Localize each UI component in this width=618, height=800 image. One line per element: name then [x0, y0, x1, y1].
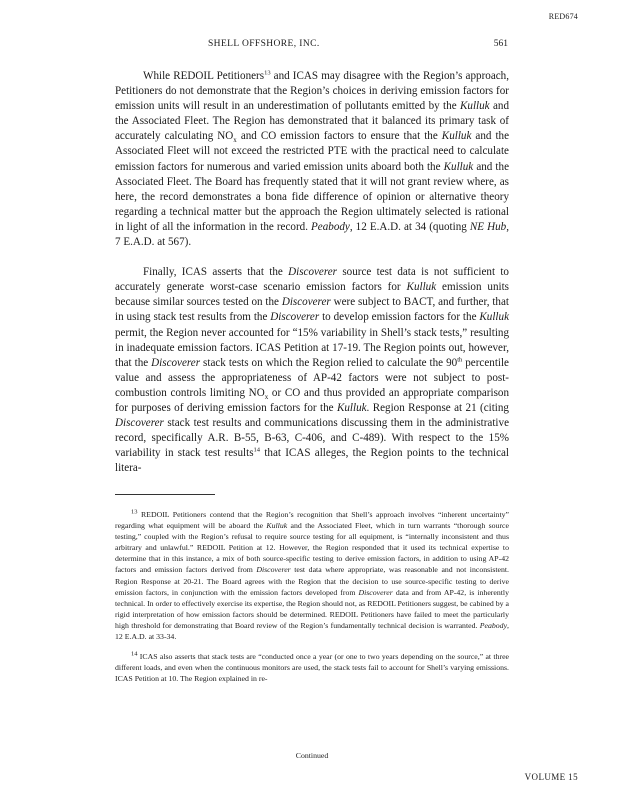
footnote-divider	[115, 494, 215, 495]
continued-label: Continued	[295, 751, 329, 760]
body-paragraph-2: Finally, ICAS asserts that the Discoverer source test data is not sufficient to accurately generate worst-case scenario emission factors for Kulluk emission units because similar sources tested on the Discoverer were subject to BACT, and further, that in using stack test results from the Discoverer to develop emission factors for the Kulluk permit, the Region never accounted for “15% variability in Shell’s stack tests,” resulting in inadequate emission factors. ICAS Petition at 17-19. The Region points out, however, that the Discoverer stack tests on which the Region relied to calculate the 90th percentile value and assess the appropriateness of AP-42 factors were not subject to post-combustion controls limiting $NO_x$ or CO and thus provided an appropriate comparison for purposes of deriving emission factors for the Kulluk. Region Response at 21 (citing Discoverer stack test results and communications discussing them in the administrative record, specifically A.R. B-55, B-63, C-406, and C-489). With respect to the 15% variability in stack test results$^{14}$ that ICAS alleges, the Region points to the technical litera-	[115, 266, 510, 475]
footnotes	[115, 509, 509, 684]
body-paragraph-1: While REDOIL Petitioners$^{13}$ and ICAS may disagree with the Region’s approach, Petitioners do not demonstrate that the Region’s choices in deriving emission factors for emission units will result in an underestimation of pollutants emitted by the Kulluk and the Associated Fleet. The Region has demonstrated that it balanced its primary task of accurately calculating $NO_x$ and CO emission factors to ensure that the Kulluk and the Associated Fleet will not exceed the restricted PTE with the practical need to calculate emission factors for numerous and varied emission units aboard both the Kulluk and the Associated Fleet. The Board has frequently stated that it will not grant review where, as here, the record demonstrates a bona fide difference of opinion or alternative theory regarding a technical matter but the approach the Region ultimately selected is rational in light of all the information in the record. Peabody, 12 E.A.D. at 34 (quoting NE Hub, 7 E.A.D. at 567).	[115, 69, 509, 249]
footnote-13: $^{13}$ REDOIL Petitioners contend that the Region’s recognition that Shell’s approach involves “inherent uncertainty” regarding what equipment will be aboard the Kulluk and the Associated Fleet, which in turn warrants “thorough source testing,” coupled with the Region’s refusal to require source testing for all equipment, is “internally inconsistent and thus arbitrary and unlawful.” REDOIL Petition at 12. However, the Region responded that it used its technical expertise to determine that in this instance, a mix of both source-specific testing to derive emission factors, in addition to using AP-42 factors and emission factors derived from Discoverer test data where appropriate, was reasonable and not inconsistent. Region Response at 20-21. The Board agrees with the Region that the decision to use source-specific testing to derive emission factors, in conjunction with the emission factors developed from Discoverer data and from AP-42, is inherently technical. In order to effectively exercise its expertise, the Region should not, as REDOIL Petitioners suggest, be cabined by a rigid interpretation of how emission factors should be determined. REDOIL Petitioners have failed to meet the particularly high threshold for demonstrating that Board review of the Region’s fundamentally technical decision is warranted. Peabody, 12 E.A.D. at 33-34.	[115, 508, 509, 642]
footnote-14: $^{14}$ ICAS also asserts that stack tests are “conducted once a year (or one to two years depending on the source,” at three different loads, and even when the continuous monitors are used, the stack tests fail to account for Shell’s varying emissions. ICAS Petition at 10. The Region explained in re-	[115, 650, 509, 684]
page-identifier: RED674	[548, 12, 578, 21]
footnote-ref-13: 13	[264, 69, 271, 77]
body-text	[115, 69, 509, 476]
footnote-ref-14: 14	[253, 446, 261, 454]
volume-label: VOLUME 15	[524, 772, 578, 782]
page-number: 561	[493, 39, 508, 49]
running-title: SHELL OFFSHORE, INC.	[208, 39, 320, 49]
